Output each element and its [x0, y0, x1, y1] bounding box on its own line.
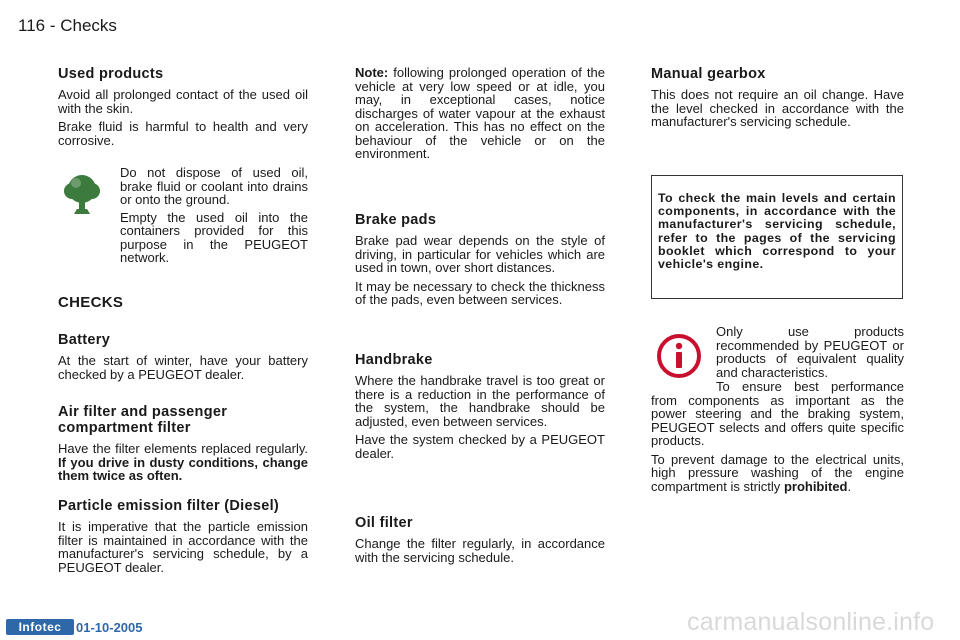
battery-heading: Battery [58, 332, 111, 348]
brake-pads-text-1: Brake pad wear depends on the style of driving, in particular for vehicles which are used in town, over short distances. [355, 233, 605, 275]
note-section [355, 66, 605, 166]
environment-text-1: Do not dispose of used oil, brake fluid or coolant into drains or onto the ground. [120, 165, 308, 207]
watermark: carmanualsonline.info [687, 608, 935, 636]
info-text-3-end: . [847, 478, 852, 494]
checks-heading: CHECKS [58, 294, 124, 311]
manual-gearbox-heading: Manual gearbox [651, 66, 766, 82]
brake-pads-heading: Brake pads [355, 212, 437, 228]
air-filter-heading: Air filter and passenger compartment filter [58, 404, 228, 436]
info-text-3-bold: prohibited [783, 478, 848, 494]
oil-filter-section [355, 515, 605, 569]
used-products-text-2: Brake fluid is harmful to health and very corrosive. [58, 119, 308, 148]
battery-section [58, 332, 308, 386]
particle-filter-heading: Particle emission filter (Diesel) [58, 498, 280, 514]
manual-gearbox-text: This does not require an oil change. Have the level checked in accordance with the manufacturer's servicing schedule. [651, 87, 904, 129]
info-text-3 [651, 453, 904, 494]
oil-filter-heading: Oil filter [355, 515, 413, 531]
infotec-logo: Infotec [6, 619, 74, 635]
particle-filter-section [58, 498, 308, 579]
environment-text-2: Empty the used oil into the containers provided for this purpose in the PEUGEOT network. [120, 209, 308, 265]
servicing-box [651, 175, 903, 299]
handbrake-text-1: Where the handbrake travel is too great or there is a reduction in the performance of the system, the handbrake should be adjusted, even between services. [355, 373, 605, 429]
info-text-2: To ensure best performance from components as important as the power steering and the braking system, PEUGEOT selects and offers quite specific products. [651, 379, 904, 448]
brake-pads-text-2: It may be necessary to check the thickness of the pads, even between services. [355, 278, 605, 307]
handbrake-section [355, 352, 605, 465]
info-icon [656, 333, 702, 379]
checks-section [58, 296, 308, 310]
battery-text: At the start of winter, have your battery checked by a PEUGEOT dealer. [58, 353, 308, 382]
servicing-box-text: To check the main levels and certain components, in accordance with the manufacturer's servicing schedule, refer to the pages of the servicing booklet which correspond to your vehicle's engine. [658, 191, 896, 272]
air-filter-plain: Have the filter elements replaced regularly. [58, 441, 308, 456]
brake-pads-section [355, 212, 605, 312]
page-number: 116 [18, 16, 46, 35]
page-title: Checks [60, 16, 117, 35]
info-notice-top [716, 325, 904, 384]
column-left [58, 66, 308, 152]
used-products-text-1: Avoid all prolonged contact of the used oil with the skin. [58, 87, 308, 116]
info-text-1: Only use products recommended by PEUGEOT or products of equivalent quality and characteristics. [716, 324, 904, 380]
air-filter-section [58, 404, 308, 488]
note-label: Note: [355, 65, 389, 80]
handbrake-text-2: Have the system checked by a PEUGEOT dealer. [355, 432, 605, 461]
footer-date: 01-10-2005 [76, 620, 143, 635]
note-text [355, 66, 605, 161]
page-header [18, 16, 117, 36]
note-body: following prolonged operation of the vehicle at very low speed or at idle, you may, in exceptional cases, notice discharges of water vapour at the exhaust on acceleration. This has no effect on the behaviour of the vehicle or on the environment. [355, 65, 605, 161]
air-filter-bold: If you drive in dusty conditions, change them twice as often. [58, 454, 308, 483]
manual-gearbox-section [651, 66, 904, 134]
handbrake-heading: Handbrake [355, 352, 433, 368]
used-products-heading: Used products [58, 66, 164, 82]
header-separator: - [49, 16, 56, 35]
info-notice-bottom [651, 380, 904, 498]
oil-filter-text: Change the filter regularly, in accordance with the servicing schedule. [355, 536, 605, 565]
environment-notice [120, 166, 308, 269]
info-text-3-plain: To prevent damage to the electrical units, high pressure washing of the engine compartment is strictly [651, 451, 904, 494]
particle-filter-text: It is imperative that the particle emission filter is maintained in accordance with the manufacturer's servicing schedule, by a PEUGEOT dealer. [58, 519, 308, 575]
tree-environment-icon [62, 172, 102, 216]
air-filter-text [58, 442, 308, 483]
